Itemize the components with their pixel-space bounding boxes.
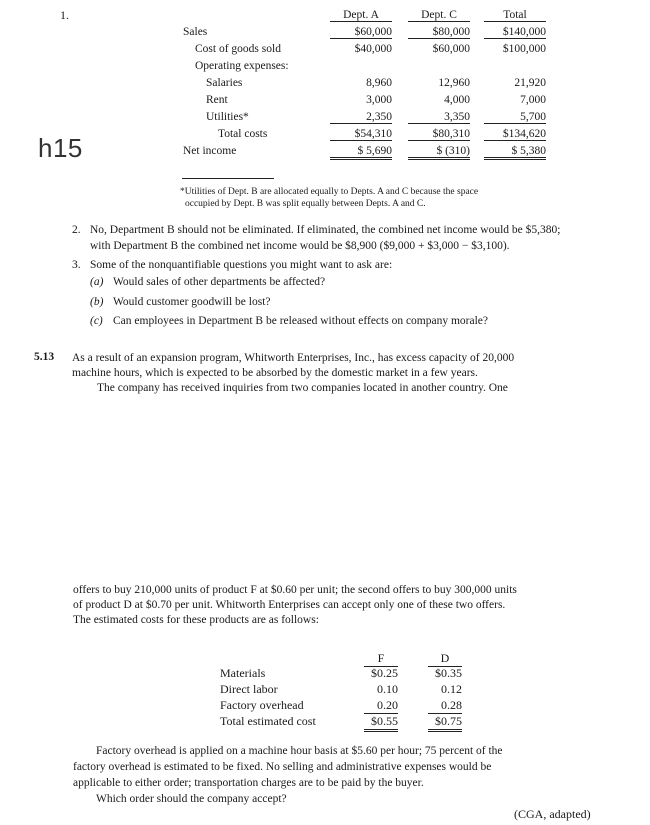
row-label-salaries: Salaries: [206, 77, 243, 89]
cell-sales-a: $60,000: [330, 26, 392, 39]
cost-total-d: $0.75: [428, 714, 462, 732]
problem-cont-line-3: The estimated costs for these products are as follows:: [73, 614, 319, 626]
footnote-rule: [182, 178, 274, 179]
part-3-item-c: Can employees in Department B be released without effects on company morale?: [113, 315, 489, 327]
cell-rent-total: 7,000: [520, 94, 546, 106]
cost-label-materials: Materials: [220, 666, 266, 680]
footnote-line-2: occupied by Dept. B was split equally between Depts. A and C.: [185, 199, 426, 209]
overhead-line-1: Factory overhead is applied on a machine hour basis at $5.60 per hour; 75 percent of the: [96, 745, 503, 757]
cost-direct-labor-f: 0.10: [377, 682, 398, 696]
footnote: [180, 186, 580, 210]
cell-net-income-a: $ 5,690: [330, 145, 392, 160]
cell-rent-a: 3,000: [366, 94, 392, 106]
cell-utilities-c: 3,350: [408, 111, 470, 124]
row-label-operating-expenses: Operating expenses:: [195, 60, 289, 72]
source-credit: (CGA, adapted): [514, 807, 591, 821]
overhead-line-2: factory overhead is estimated to be fixed. No selling and administrative expenses would be: [73, 761, 492, 773]
header-product-d: D: [428, 651, 462, 667]
cell-utilities-a: 2,350: [330, 111, 392, 124]
row-label-sales: Sales: [183, 26, 208, 38]
row-label-utilities: Utilities*: [206, 111, 249, 123]
cell-salaries-a: 8,960: [366, 77, 392, 89]
part-2-line-1: No, Department B should not be eliminated. If eliminated, the combined net income would be $5,380;: [90, 224, 561, 236]
cell-cogs-c: $60,000: [432, 43, 470, 55]
cell-total-costs-total: $134,620: [484, 128, 546, 141]
row-label-cogs: Cost of goods sold: [195, 43, 281, 55]
cost-factory-overhead-d: 0.28: [428, 698, 462, 714]
problem-line-2: machine hours, which is expected to be absorbed by the domestic market in a few years.: [72, 367, 478, 379]
cell-salaries-c: 12,960: [438, 77, 470, 89]
header-product-f: F: [364, 651, 398, 667]
part-3-item-c-marker: [90, 315, 103, 327]
cell-utilities-total: 5,700: [484, 111, 546, 124]
cell-rent-c: 4,000: [444, 94, 470, 106]
cost-total-f: $0.55: [364, 714, 398, 732]
part-3-intro: Some of the nonquantifiable questions you might want to ask are:: [90, 259, 393, 271]
footnote-line-1: *Utilities of Dept. B are allocated equally to Depts. A and C because the space: [180, 187, 479, 197]
part-3-item-b-marker: [90, 296, 103, 308]
cell-net-income-total: $ 5,380: [484, 145, 546, 160]
part-2-line-2: with Department B the combined net income would be $8,900 ($9,000 + $3,000 − $3,100).: [90, 240, 510, 252]
cell-net-income-c: $ (310): [408, 145, 470, 160]
header-dept-c: Dept. C: [408, 9, 470, 22]
part-3-number: 3.: [72, 259, 81, 271]
cost-label-total: Total estimated cost: [220, 714, 316, 728]
cell-sales-c: $80,000: [408, 26, 470, 39]
problem-line-3: The company has received inquiries from two companies located in another country. One: [97, 382, 508, 394]
cell-cogs-total: $100,000: [502, 43, 546, 55]
cell-total-costs-a: $54,310: [330, 128, 392, 141]
problem-cont-line-1: offers to buy 210,000 units of product F at $0.60 per unit; the second offers to buy 300,000 units: [73, 584, 517, 596]
cell-total-costs-c: $80,310: [408, 128, 470, 141]
problem-number: 5.13: [34, 351, 55, 363]
cost-materials-f: $0.25: [371, 666, 398, 680]
marker-a: (a): [90, 276, 104, 288]
marker-c: (c): [90, 315, 103, 327]
cost-label-factory-overhead: Factory overhead: [220, 698, 304, 712]
overhead-line-3: applicable to either order; transportation charges are to be paid by the buyer.: [73, 777, 424, 789]
header-total: Total: [484, 9, 546, 22]
cost-direct-labor-d: 0.12: [441, 682, 462, 696]
cell-salaries-total: 21,920: [514, 77, 546, 89]
cost-factory-overhead-f: 0.20: [364, 698, 398, 714]
marker-b: (b): [90, 296, 104, 308]
header-dept-a: Dept. A: [330, 9, 392, 22]
side-label: h15: [38, 133, 83, 163]
part-3-item-a-marker: [90, 276, 103, 288]
part-3-item-b: Would customer goodwill be lost?: [113, 296, 271, 308]
problem-line-1: As a result of an expansion program, Whitworth Enterprises, Inc., has excess capacity of 20,000: [72, 352, 515, 364]
part-1-number: 1.: [60, 8, 69, 22]
cost-label-direct-labor: Direct labor: [220, 682, 278, 696]
problem-cont-line-2: of product D at $0.70 per unit. Whitworth Enterprises can accept only one of these two offers.: [73, 599, 506, 611]
row-label-rent: Rent: [206, 94, 228, 106]
question-text: Which order should the company accept?: [96, 793, 287, 805]
part-3-item-a: Would sales of other departments be affected?: [113, 276, 326, 288]
part-2-number: 2.: [72, 224, 81, 236]
row-label-total-costs: Total costs: [218, 128, 268, 140]
department-income-table: [0, 0, 650, 170]
cost-materials-d: $0.35: [435, 666, 462, 680]
cell-sales-total: $140,000: [484, 26, 546, 39]
row-label-net-income: Net income: [183, 145, 237, 157]
cell-cogs-a: $40,000: [354, 43, 392, 55]
